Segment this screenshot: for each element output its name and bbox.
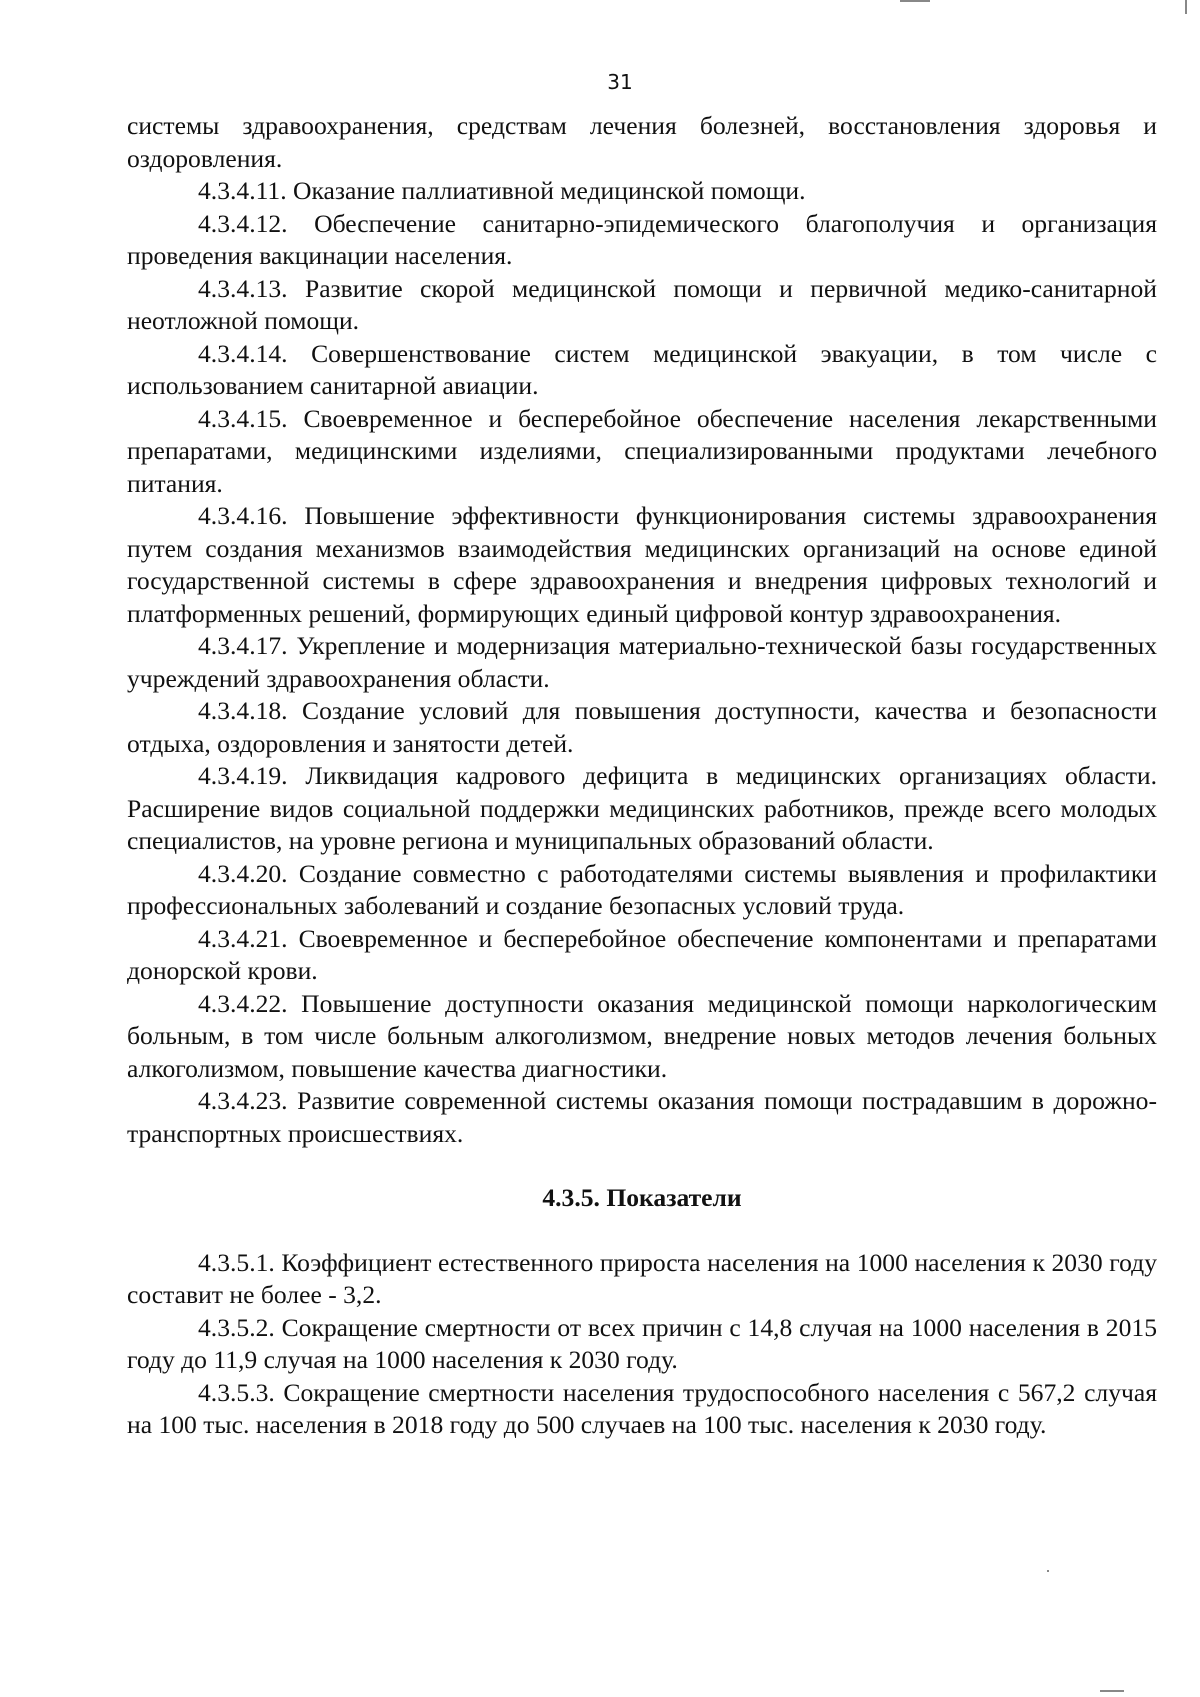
paragraph-4-3-4-17: 4.3.4.17. Укрепление и модернизация материально-технической базы государственных учреждений здравоохранения области. (127, 631, 1157, 693)
paragraph-4-3-4-21: 4.3.4.21. Своевременное и бесперебойное обеспечение компонентами и препаратами донорской крови. (127, 923, 1157, 985)
paragraph-4-3-4-12: 4.3.4.12. Обеспечение санитарно-эпидемического благополучия и организация проведения вакцинации населения. (127, 208, 1157, 270)
scan-artifact-top (900, 0, 930, 2)
paragraph-4-3-5-3: 4.3.5.3. Сокращение смертности населения трудоспособного населения с 567,2 случая на 100 тыс. населения в 2018 году до 500 случаев на 100 тыс. населения к 2030 году. (127, 1377, 1157, 1439)
paragraph-4-3-4-19: 4.3.4.19. Ликвидация кадрового дефицита в медицинских организациях области. Расширение видов социальной поддержки медицинских работников, прежде всего молодых специалистов, на уровне региона и муниципальных образований области. (127, 761, 1157, 855)
scan-artifact-top-right (1185, 0, 1187, 14)
paragraph-4-3-4-16: 4.3.4.16. Повышение эффективности функционирования системы здравоохранения путем создания механизмов взаимодействия медицинских организаций на основе единой государственной системы в сфере здравоохранения и внедрения цифровых технологий и платформенных решений, формирующих единый цифровой контур здравоохранения. (127, 501, 1157, 628)
scan-artifact-bottom (1100, 1690, 1124, 1692)
scan-artifact-dot (1047, 1570, 1049, 1572)
paragraph-4-3-4-23: 4.3.4.23. Развитие современной системы оказания помощи пострадавшим в дорожно-транспортных происшествиях. (127, 1086, 1157, 1148)
section-heading: 4.3.5. Показатели (542, 1183, 742, 1212)
paragraph-4-3-4-15: 4.3.4.15. Своевременное и бесперебойное обеспечение населения лекарственными препаратами, медицинскими изделиями, специализированными продуктами лечебного питания. (127, 403, 1157, 498)
document-body (127, 110, 1157, 1442)
paragraph-4-3-4-22: 4.3.4.22. Повышение доступности оказания медицинской помощи наркологическим больным, в том числе больным алкоголизмом, внедрение новых методов лечения больных алкоголизмом, повышение качества диагностики. (127, 988, 1157, 1083)
paragraph-4-3-4-14: 4.3.4.14. Совершенствование систем медицинской эвакуации, в том числе с использованием санитарной авиации. (127, 338, 1157, 400)
paragraph-4-3-4-13: 4.3.4.13. Развитие скорой медицинской помощи и первичной медико-санитарной неотложной помощи. (127, 273, 1157, 335)
page-number: 31 (607, 70, 633, 94)
paragraph-4-3-4-20: 4.3.4.20. Создание совместно с работодателями системы выявления и профилактики профессиональных заболеваний и создание безопасных условий труда. (127, 858, 1157, 920)
paragraph-4-3-4-18: 4.3.4.18. Создание условий для повышения доступности, качества и безопасности отдыха, оздоровления и занятости детей. (127, 696, 1157, 758)
paragraph-4-3-5-2: 4.3.5.2. Сокращение смертности от всех причин с 14,8 случая на 1000 населения в 2015 году до 11,9 случая на 1000 населения к 2030 году. (127, 1312, 1157, 1374)
paragraph-continuation: системы здравоохранения, средствам лечения болезней, восстановления здоровья и оздоровления. (127, 111, 1157, 173)
paragraph-4-3-4-11: 4.3.4.11. Оказание паллиативной медицинской помощи. (198, 176, 806, 205)
paragraph-4-3-5-1: 4.3.5.1. Коэффициент естественного прироста населения на 1000 населения к 2030 году составит не более - 3,2. (127, 1247, 1157, 1309)
